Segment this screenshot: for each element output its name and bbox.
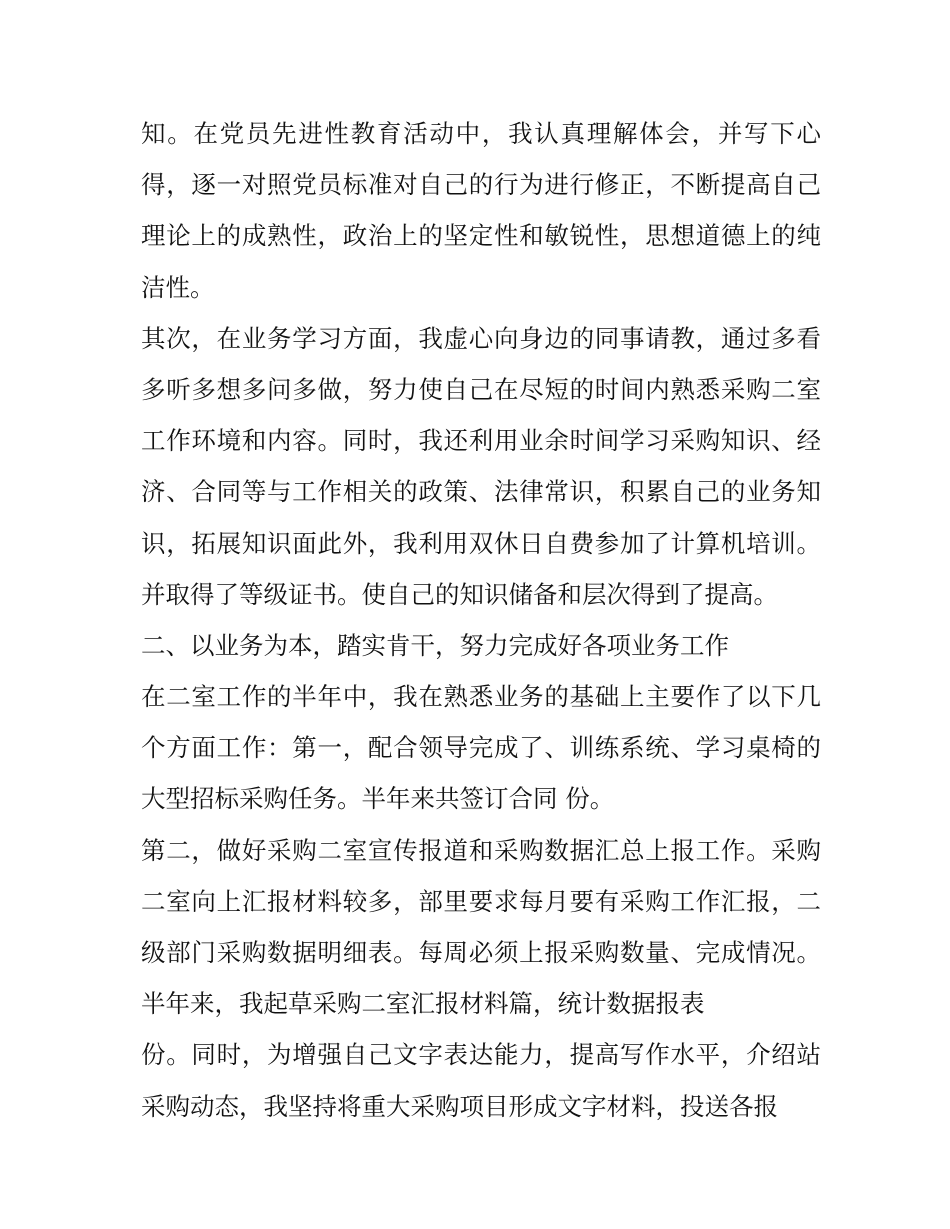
text-line: 采购动态，我坚持将重大采购项目形成文字材料，投送各报 — [141, 1091, 778, 1121]
text-line: 济、合同等与工作相关的政策、法律常识，积累自己的业务知 — [141, 477, 821, 507]
text-line: 第二，做好采购二室宣传报道和采购数据汇总上报工作。采购 — [141, 835, 821, 865]
text-line: 识，拓展知识面此外，我利用双休日自费参加了计算机培训。 — [141, 528, 821, 558]
text-line: 理论上的成熟性，政治上的坚定性和敏锐性，思想道德上的纯 — [141, 221, 821, 251]
text-line: 二室向上汇报材料较多，部里要求每月要有采购工作汇报，二 — [141, 886, 821, 916]
text-line: 多听多想多问多做，努力使自己在尽短的时间内熟悉采购二室 — [141, 374, 821, 404]
text-line: 并取得了等级证书。使自己的知识储备和层次得到了提高。 — [141, 579, 778, 609]
text-line: 其次，在业务学习方面，我虚心向身边的同事请教，通过多看 — [141, 323, 821, 353]
text-line: 得，逐一对照党员标准对自己的行为进行修正，不断提高自己 — [141, 170, 821, 200]
text-line: 在二室工作的半年中，我在熟悉业务的基础上主要作了以下几 — [141, 682, 821, 712]
text-line: 份。同时，为增强自己文字表达能力，提高写作水平，介绍站 — [141, 1040, 821, 1070]
document-body — [141, 108, 821, 1132]
text-line: 半年来，我起草采购二室汇报材料篇，统计数据报表 — [141, 989, 705, 1019]
text-line: 级部门采购数据明细表。每周必须上报采购数量、完成情况。 — [141, 938, 821, 967]
text-line: 二、以业务为本，踏实肯干，努力完成好各项业务工作 — [141, 630, 729, 660]
text-line: 工作环境和内容。同时，我还利用业余时间学习采购知识、经 — [141, 426, 821, 456]
text-line: 大型招标采购任务。半年来共签订合同 份。 — [141, 784, 615, 814]
text-line: 个方面工作：第一，配合领导完成了、训练系统、学习桌椅的 — [141, 733, 821, 763]
text-line: 知。在党员先进性教育活动中，我认真理解体会，并写下心 — [141, 119, 821, 148]
text-line: 洁性。 — [141, 272, 215, 302]
